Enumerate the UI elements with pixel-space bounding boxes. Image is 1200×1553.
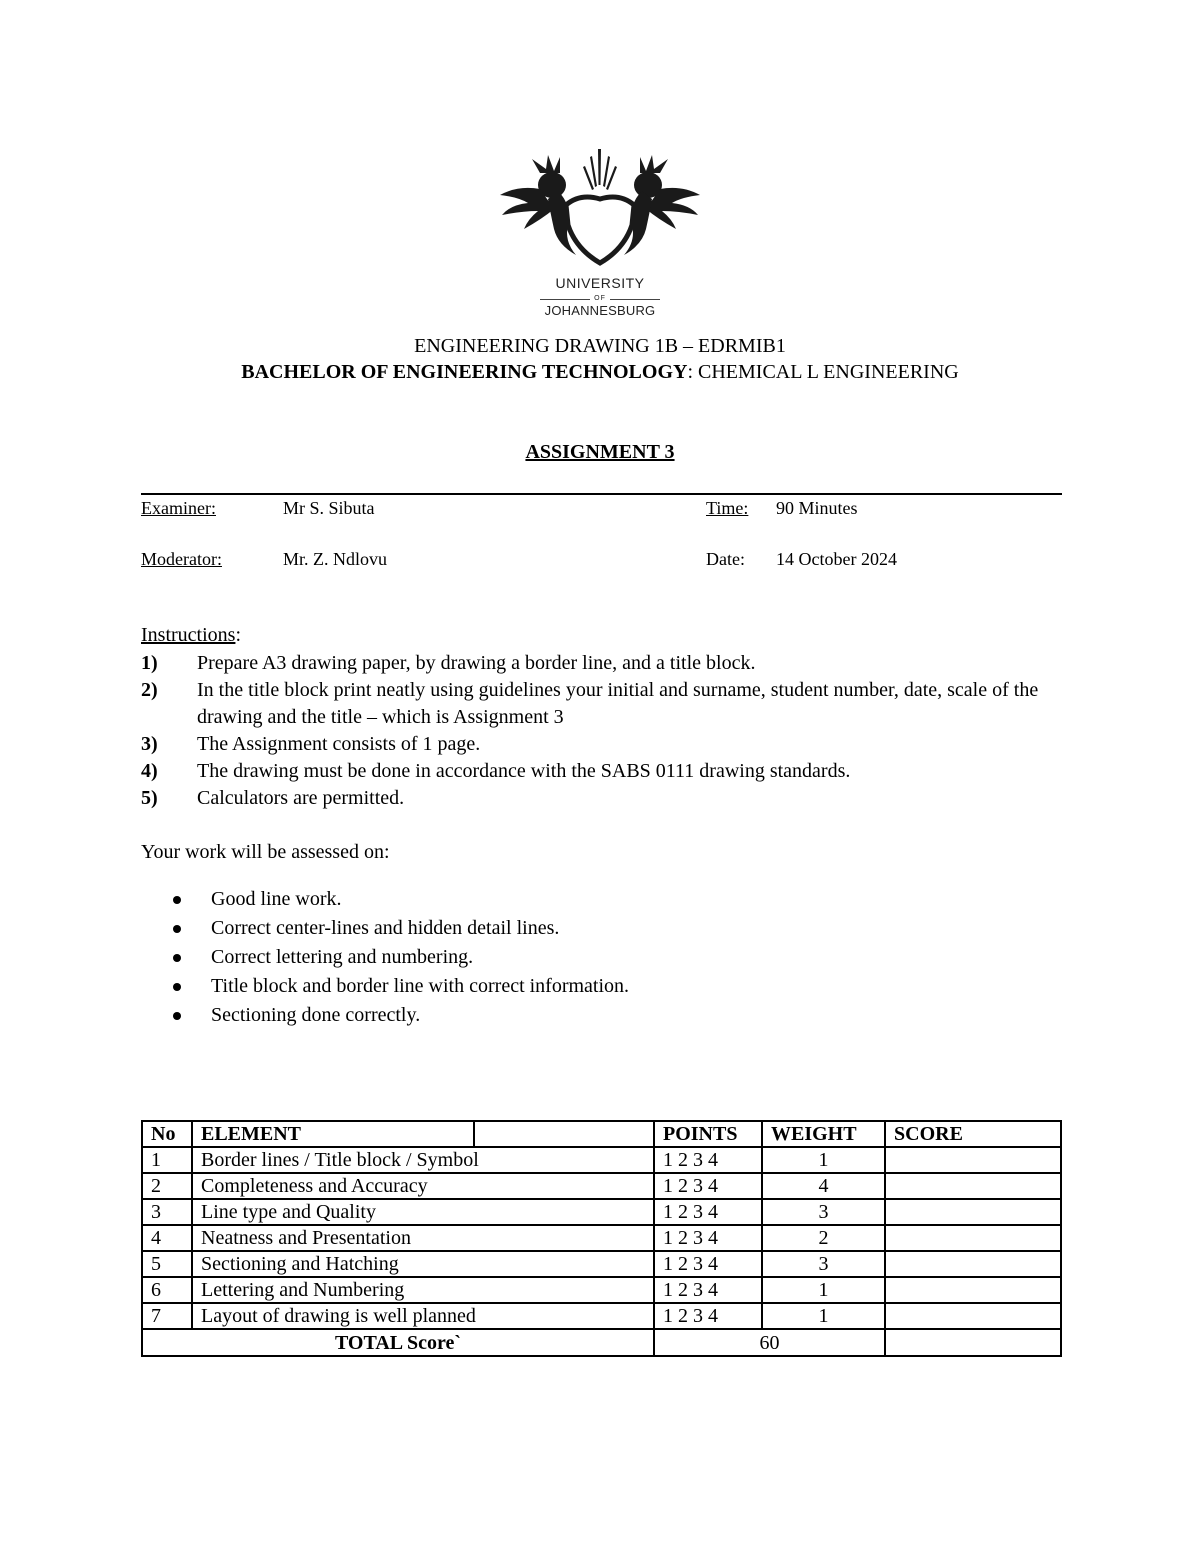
row-points: 1 2 3 4 [654,1251,762,1277]
row-points: 1 2 3 4 [654,1225,762,1251]
row-points: 1 2 3 4 [654,1173,762,1199]
row-element: Lettering and Numbering [192,1277,654,1303]
row-no: 4 [142,1225,192,1251]
row-element: Sectioning and Hatching [192,1251,654,1277]
total-row [142,1329,1061,1356]
table-row [142,1199,1061,1225]
assessment-intro: Your work will be assessed on: [141,841,390,863]
birds-emblem-icon [488,145,712,270]
degree-title-rest: : CHEMICAL L ENGINEERING [687,361,959,383]
row-element: Line type and Quality [192,1199,654,1225]
logo-line-2: OF [594,295,606,302]
row-points: 1 2 3 4 [654,1199,762,1225]
logo-divider-right [610,299,660,300]
instruction-number: 4) [141,760,158,782]
assessment-item: Sectioning done correctly. [168,1001,629,1030]
instructions-heading-text: Instructions [141,624,236,646]
row-no: 3 [142,1199,192,1225]
instructions-list [141,650,1061,812]
header-divider [141,493,1062,495]
rubric-table [141,1120,1062,1357]
assessment-item: Good line work. [168,885,629,914]
table-header-row [142,1121,1061,1147]
instructions-heading [141,624,241,647]
instruction-item [141,785,1061,812]
instruction-number: 5) [141,787,158,809]
header-no: No [142,1121,192,1147]
university-logo [488,145,712,320]
table-row [142,1277,1061,1303]
table-row [142,1147,1061,1173]
assessment-item: Correct center-lines and hidden detail lines. [168,914,629,943]
time-value: 90 Minutes [776,498,858,518]
instructions-heading-colon: : [235,624,241,646]
row-score[interactable] [885,1173,1061,1199]
date-label: Date: [706,549,745,569]
instruction-item [141,677,1061,731]
header-element: ELEMENT [192,1121,474,1147]
total-label: TOTAL Score` [142,1329,654,1356]
row-element: Completeness and Accuracy [192,1173,654,1199]
row-weight: 1 [762,1147,885,1173]
row-weight: 4 [762,1173,885,1199]
instruction-number: 3) [141,733,158,755]
row-score[interactable] [885,1251,1061,1277]
instruction-item [141,758,1061,785]
assessment-list [168,885,629,1030]
row-points: 1 2 3 4 [654,1147,762,1173]
row-points: 1 2 3 4 [654,1303,762,1329]
assessment-item: Correct lettering and numbering. [168,943,629,972]
examiner-value: Mr S. Sibuta [283,498,375,518]
time-label: Time: [706,498,749,518]
logo-line-1: UNIVERSITY [555,275,645,291]
instruction-text: Prepare A3 drawing paper, by drawing a border line, and a title block. [197,652,756,674]
total-score[interactable] [885,1329,1061,1356]
date-value: 14 October 2024 [776,549,897,569]
table-row [142,1173,1061,1199]
row-weight: 2 [762,1225,885,1251]
row-weight: 1 [762,1277,885,1303]
row-element: Layout of drawing is well planned [192,1303,654,1329]
instruction-item [141,650,1061,677]
instruction-text: The Assignment consists of 1 page. [197,733,481,755]
row-element: Border lines / Title block / Symbol [192,1147,654,1173]
row-weight: 3 [762,1251,885,1277]
row-no: 1 [142,1147,192,1173]
examiner-label: Examiner: [141,498,216,518]
header-weight: WEIGHT [762,1121,885,1147]
row-score[interactable] [885,1225,1061,1251]
row-element: Neatness and Presentation [192,1225,654,1251]
row-no: 2 [142,1173,192,1199]
assignment-title: ASSIGNMENT 3 [525,441,675,463]
row-no: 6 [142,1277,192,1303]
total-value: 60 [654,1329,885,1356]
instruction-text: Calculators are permitted. [197,787,405,809]
table-row [142,1251,1061,1277]
table-row [142,1225,1061,1251]
row-points: 1 2 3 4 [654,1277,762,1303]
row-weight: 3 [762,1199,885,1225]
header-points: POINTS [654,1121,762,1147]
instruction-item [141,731,1061,758]
course-title: ENGINEERING DRAWING 1B – EDRMIB1 [414,335,786,357]
instruction-number: 1) [141,652,158,674]
header-blank [474,1121,654,1147]
row-weight: 1 [762,1303,885,1329]
degree-title [0,361,1200,384]
instruction-text: The drawing must be done in accordance with the SABS 0111 drawing standards. [197,760,851,782]
header-score: SCORE [885,1121,1061,1147]
table-row [142,1303,1061,1329]
row-score[interactable] [885,1277,1061,1303]
row-score[interactable] [885,1303,1061,1329]
instruction-text: In the title block print neatly using guidelines your initial and surname, student number, date, scale of the drawing and the title – which is Assignment 3 [197,679,1039,728]
row-score[interactable] [885,1199,1061,1225]
logo-line-3: JOHANNESBURG [544,303,656,318]
row-score[interactable] [885,1147,1061,1173]
degree-title-bold: BACHELOR OF ENGINEERING TECHNOLOGY [241,361,688,383]
row-no: 5 [142,1251,192,1277]
row-no: 7 [142,1303,192,1329]
moderator-value: Mr. Z. Ndlovu [283,549,388,569]
moderator-label: Moderator: [141,549,222,569]
instruction-number: 2) [141,679,158,701]
assessment-item: Title block and border line with correct information. [168,972,629,1001]
